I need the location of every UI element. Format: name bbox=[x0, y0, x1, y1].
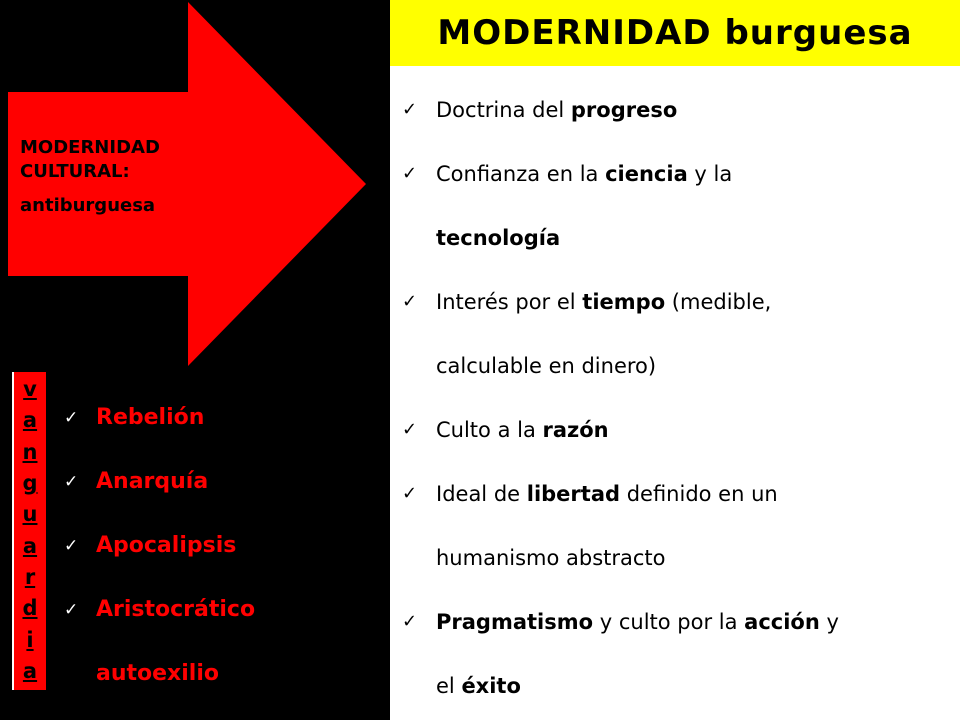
rebel-list bbox=[64, 400, 384, 692]
list-item-continuation: tecnología bbox=[436, 226, 561, 250]
checkmark-icon: ✓ bbox=[64, 408, 79, 428]
checkmark-icon: ✓ bbox=[402, 99, 418, 120]
bourgeois-traits-list bbox=[398, 78, 958, 718]
vanguardia-letter: d bbox=[22, 596, 38, 621]
vanguardia-letter: r bbox=[24, 564, 36, 589]
checkmark-icon: ✓ bbox=[64, 472, 79, 492]
vanguardia-letter: n bbox=[22, 439, 38, 464]
checkmark-icon: ✓ bbox=[402, 291, 418, 312]
list-item-continuation: humanismo abstracto bbox=[436, 546, 666, 570]
vanguardia-letter: a bbox=[22, 658, 38, 683]
checkmark-icon: ✓ bbox=[402, 483, 418, 504]
title-bar bbox=[390, 0, 960, 66]
checkmark-icon: ✓ bbox=[64, 600, 79, 620]
vanguardia-letter: i bbox=[26, 627, 34, 652]
vanguardia-letter: v bbox=[23, 377, 37, 401]
list-item: ✓ Apocalipsis bbox=[64, 528, 384, 592]
list-item: ✓ Rebelión bbox=[64, 400, 384, 464]
checkmark-icon: ✓ bbox=[402, 419, 418, 440]
list-item: ✓ Interés por el tiempo (medible, bbox=[398, 270, 958, 334]
list-item: ✓ Doctrina del progreso bbox=[398, 78, 958, 142]
list-item: ✓ Anarquía bbox=[64, 464, 384, 528]
vanguardia-letter: a bbox=[22, 408, 38, 433]
list-item: ✓ Culto a la razón bbox=[398, 398, 958, 462]
list-item: ✓ Pragmatismo y culto por la acción y bbox=[398, 590, 958, 654]
list-item-continuation: autoexilio bbox=[96, 661, 219, 686]
checkmark-icon: ✓ bbox=[402, 611, 418, 632]
checkmark-icon: ✓ bbox=[64, 536, 79, 556]
list-item: ✓ Ideal de libertad definido en un bbox=[398, 462, 958, 526]
vanguardia-letter: a bbox=[22, 533, 38, 558]
vanguardia-vertical-label bbox=[12, 372, 46, 690]
list-item-continuation: el éxito bbox=[436, 674, 521, 698]
list-item-continuation: calculable en dinero) bbox=[436, 354, 657, 378]
checkmark-icon: ✓ bbox=[402, 163, 418, 184]
list-item: ✓ Aristocrático autoexilio bbox=[64, 592, 384, 692]
arrow-subheading: antiburguesa bbox=[20, 195, 156, 216]
vanguardia-letter: g bbox=[22, 470, 38, 495]
arrow-label bbox=[20, 136, 220, 218]
right-panel bbox=[390, 0, 960, 720]
vanguardia-letter: u bbox=[22, 502, 38, 527]
page-title: MODERNIDAD burguesa bbox=[437, 13, 913, 53]
arrow-heading: MODERNIDAD CULTURAL: bbox=[20, 137, 160, 182]
list-item: ✓ Confianza en la ciencia y la bbox=[398, 142, 958, 206]
left-panel bbox=[0, 0, 390, 720]
